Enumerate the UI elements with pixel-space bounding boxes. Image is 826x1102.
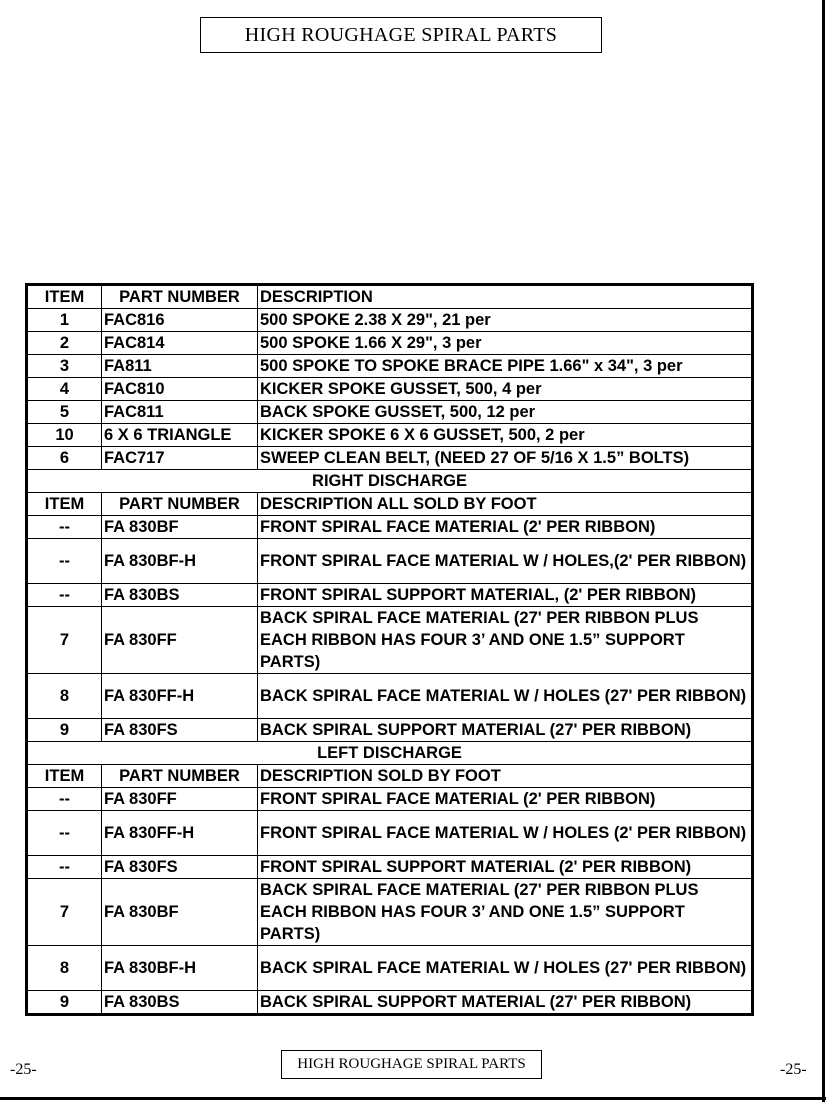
item-cell: 5 bbox=[27, 401, 102, 424]
description-cell: 500 SPOKE TO SPOKE BRACE PIPE 1.66" x 34", 3 per bbox=[258, 355, 753, 378]
page-number-left: -25- bbox=[10, 1061, 37, 1078]
item-cell: -- bbox=[27, 539, 102, 584]
part-number-cell: FA 830BF bbox=[102, 516, 258, 539]
part-number-cell: FA 830BF-H bbox=[102, 539, 258, 584]
item-cell: -- bbox=[27, 856, 102, 879]
table-row bbox=[27, 447, 753, 470]
part-number-cell: FA 830BS bbox=[102, 991, 258, 1015]
part-number-cell: FA 830BF-H bbox=[102, 946, 258, 991]
column-header-part-number: PART NUMBER bbox=[102, 765, 258, 788]
item-cell: 8 bbox=[27, 674, 102, 719]
item-cell: 1 bbox=[27, 309, 102, 332]
part-number-cell: FA 830FS bbox=[102, 856, 258, 879]
description-cell: 500 SPOKE 2.38 X 29", 21 per bbox=[258, 309, 753, 332]
table-row bbox=[27, 946, 753, 991]
item-cell: 9 bbox=[27, 991, 102, 1015]
column-header-description: DESCRIPTION bbox=[258, 285, 753, 309]
table-row bbox=[27, 378, 753, 401]
section-row-left-discharge bbox=[27, 742, 753, 765]
description-cell: BACK SPOKE GUSSET, 500, 12 per bbox=[258, 401, 753, 424]
part-number-cell: FA 830FS bbox=[102, 719, 258, 742]
section-title-left-discharge: LEFT DISCHARGE bbox=[27, 742, 753, 765]
part-number-cell: FAC814 bbox=[102, 332, 258, 355]
table-row bbox=[27, 856, 753, 879]
part-number-cell: FA 830FF bbox=[102, 607, 258, 674]
column-header-item: ITEM bbox=[27, 493, 102, 516]
parts-table bbox=[25, 283, 754, 1016]
page-title: HIGH ROUGHAGE SPIRAL PARTS bbox=[200, 17, 602, 53]
column-header-item: ITEM bbox=[27, 765, 102, 788]
item-cell: 7 bbox=[27, 607, 102, 674]
item-cell: 6 bbox=[27, 447, 102, 470]
column-header-item: ITEM bbox=[27, 285, 102, 309]
part-number-cell: 6 X 6 TRIANGLE bbox=[102, 424, 258, 447]
part-number-cell: FA 830BS bbox=[102, 584, 258, 607]
description-cell: BACK SPIRAL FACE MATERIAL W / HOLES (27' PER RIBBON) bbox=[258, 946, 753, 991]
description-cell: BACK SPIRAL FACE MATERIAL (27' PER RIBBON PLUS EACH RIBBON HAS FOUR 3’ AND ONE 1.5” SUPPORT PARTS) bbox=[258, 607, 753, 674]
column-header-description: DESCRIPTION ALL SOLD BY FOOT bbox=[258, 493, 753, 516]
part-number-cell: FAC811 bbox=[102, 401, 258, 424]
table-row bbox=[27, 879, 753, 946]
item-cell: -- bbox=[27, 811, 102, 856]
item-cell: 3 bbox=[27, 355, 102, 378]
item-cell: 2 bbox=[27, 332, 102, 355]
table-row bbox=[27, 332, 753, 355]
table-header-row bbox=[27, 285, 753, 309]
item-cell: 4 bbox=[27, 378, 102, 401]
section-title-right-discharge: RIGHT DISCHARGE bbox=[27, 470, 753, 493]
footer-title: HIGH ROUGHAGE SPIRAL PARTS bbox=[281, 1050, 542, 1079]
item-cell: 9 bbox=[27, 719, 102, 742]
part-number-cell: FAC717 bbox=[102, 447, 258, 470]
item-cell: 10 bbox=[27, 424, 102, 447]
section-row-right-discharge bbox=[27, 470, 753, 493]
description-cell: FRONT SPIRAL FACE MATERIAL W / HOLES,(2' PER RIBBON) bbox=[258, 539, 753, 584]
item-cell: -- bbox=[27, 584, 102, 607]
table-row bbox=[27, 674, 753, 719]
description-cell: 500 SPOKE 1.66 X 29", 3 per bbox=[258, 332, 753, 355]
part-number-cell: FAC816 bbox=[102, 309, 258, 332]
description-cell: FRONT SPIRAL FACE MATERIAL W / HOLES (2' PER RIBBON) bbox=[258, 811, 753, 856]
part-number-cell: FA 830FF bbox=[102, 788, 258, 811]
item-cell: 7 bbox=[27, 879, 102, 946]
description-cell: KICKER SPOKE GUSSET, 500, 4 per bbox=[258, 378, 753, 401]
item-cell: -- bbox=[27, 516, 102, 539]
item-cell: 8 bbox=[27, 946, 102, 991]
table-row bbox=[27, 401, 753, 424]
description-cell: BACK SPIRAL FACE MATERIAL W / HOLES (27' PER RIBBON) bbox=[258, 674, 753, 719]
part-number-cell: FA 830FF-H bbox=[102, 811, 258, 856]
column-header-part-number: PART NUMBER bbox=[102, 285, 258, 309]
table-row bbox=[27, 309, 753, 332]
table-row bbox=[27, 719, 753, 742]
table-row bbox=[27, 584, 753, 607]
table-row bbox=[27, 539, 753, 584]
page-number-right: -25- bbox=[780, 1061, 807, 1078]
part-number-cell: FA 830BF bbox=[102, 879, 258, 946]
table-row bbox=[27, 811, 753, 856]
part-number-cell: FAC810 bbox=[102, 378, 258, 401]
page-border-bottom bbox=[0, 1097, 826, 1100]
description-cell: FRONT SPIRAL SUPPORT MATERIAL (2' PER RIBBON) bbox=[258, 856, 753, 879]
column-header-part-number: PART NUMBER bbox=[102, 493, 258, 516]
part-number-cell: FA811 bbox=[102, 355, 258, 378]
table-row bbox=[27, 607, 753, 674]
table-row bbox=[27, 516, 753, 539]
description-cell: KICKER SPOKE 6 X 6 GUSSET, 500, 2 per bbox=[258, 424, 753, 447]
description-cell: SWEEP CLEAN BELT, (NEED 27 OF 5/16 X 1.5” BOLTS) bbox=[258, 447, 753, 470]
table-header-row bbox=[27, 765, 753, 788]
table-row bbox=[27, 788, 753, 811]
table-row bbox=[27, 355, 753, 378]
table-row bbox=[27, 991, 753, 1015]
item-cell: -- bbox=[27, 788, 102, 811]
description-cell: BACK SPIRAL SUPPORT MATERIAL (27' PER RIBBON) bbox=[258, 719, 753, 742]
description-cell: FRONT SPIRAL SUPPORT MATERIAL, (2' PER RIBBON) bbox=[258, 584, 753, 607]
table-header-row bbox=[27, 493, 753, 516]
description-cell: FRONT SPIRAL FACE MATERIAL (2' PER RIBBON) bbox=[258, 788, 753, 811]
page-border-right bbox=[822, 0, 825, 1102]
description-cell: BACK SPIRAL FACE MATERIAL (27' PER RIBBON PLUS EACH RIBBON HAS FOUR 3’ AND ONE 1.5” SUPPORT PARTS) bbox=[258, 879, 753, 946]
column-header-description: DESCRIPTION SOLD BY FOOT bbox=[258, 765, 753, 788]
description-cell: BACK SPIRAL SUPPORT MATERIAL (27' PER RIBBON) bbox=[258, 991, 753, 1015]
part-number-cell: FA 830FF-H bbox=[102, 674, 258, 719]
table-row bbox=[27, 424, 753, 447]
description-cell: FRONT SPIRAL FACE MATERIAL (2' PER RIBBON) bbox=[258, 516, 753, 539]
